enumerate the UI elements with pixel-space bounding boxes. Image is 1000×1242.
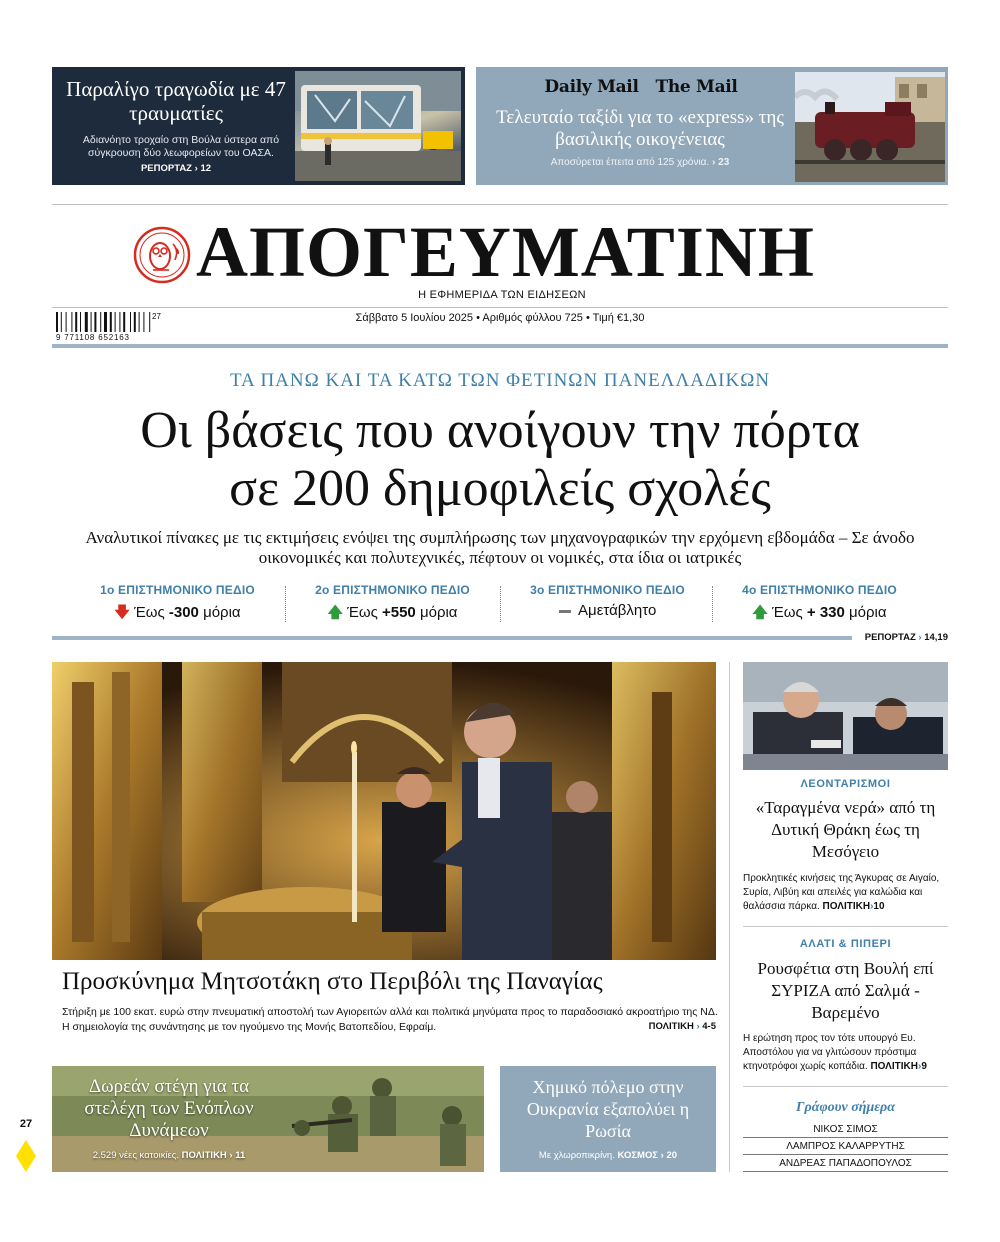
field-value [285,602,500,627]
field-number: +550 [381,604,416,621]
field-2 [285,583,500,627]
teaser-royal-train-title: Τελευταίο ταξίδι για το «express» της βασιλικής οικογένειας [496,107,784,150]
photo-story-text: Στήριξη με 100 εκατ. ευρώ στην πνευματική αποστολή των Αγιορειτών αλλά και πολιτικά μηνύματα προς το παραδοσιακό ακροατήριο της ΝΔ. Η σημειολογία της συνάντησης με τον ηγούμενο της Μονής Βατοπεδίου, Εφραίμ. [62,1006,718,1033]
field-label: 2ο ΕΠΙΣΤΗΜΟΝΙΚΟ ΠΕΔΙΟ [315,583,470,597]
ref-page: 10 [873,901,885,912]
subtitle-text: 2.529 νέες κατοικίες. [92,1150,180,1161]
masthead-title: ΑΠΟΓΕΥΜΑΤΙΝΗ [196,212,815,292]
field-number: + 330 [806,604,845,621]
the-mail-logo: The Mail [655,77,738,97]
teaser-ukraine-subtitle: Με χλωροπικρίνη. ΚΟΣΜΟΣ › 20 [538,1150,678,1161]
ref-page: 9 [921,1061,927,1072]
erdogan-photo [743,662,948,770]
divider [743,1086,948,1087]
divider [743,926,948,927]
arrow-up-icon: 🡅 [752,604,768,621]
teaser-accident[interactable] [52,67,465,185]
teaser-accident-subtitle: Αδιανόητο τροχαίο στη Βούλα ύστερα από σύγκρουση δύο λεωφορείων του ΟΑΣΑ. [82,134,280,159]
section-rule [52,636,852,640]
ref-arrow-icon: › [712,157,716,168]
ref-page: 14,19 [924,632,948,643]
teaser-ukraine-title: Χημικό πόλεμο στην Ουκρανία εξαπολύει η Ρωσία [526,1077,690,1141]
sidebar-kicker-1: ΛΕΟΝΤΑΡΙΣΜΟΙ [800,778,891,790]
columnist-name[interactable]: ΝΙΚΟΣ ΣΙΜΟΣ [743,1124,948,1138]
royal-train-photo [795,72,945,182]
barcode-issue: 27 [152,312,161,321]
ref-arrow-icon: › [870,901,874,912]
barcode-bar [61,312,62,332]
lead-headline-line2: σε 200 δημοφιλείς σχολές [229,460,771,517]
ref-arrow-icon: › [696,1021,700,1032]
field-number: Αμετάβλητο [578,602,657,619]
sidebar-text-1 [743,872,948,914]
barcode-bar [104,312,107,332]
sidebar-text-2 [743,1032,948,1074]
column-divider [729,662,730,1172]
barcode-bar [110,312,112,332]
barcode-bar [139,312,140,332]
page-number: 27 [19,1118,33,1130]
field-value [70,602,285,627]
teaser-military-housing[interactable] [52,1066,484,1172]
ref-page: 23 [718,157,730,168]
ref-section: ΡΕΠΟΡΤΑΖ [140,163,192,174]
barcode-bar [91,312,92,332]
barcode-bar [100,312,101,332]
photo-story-title[interactable]: Προσκύνημα Μητσοτάκη στο Περιβόλι της Παναγίας [62,968,603,995]
barcode-bar [130,312,131,332]
field-3 [500,583,715,619]
lead-ref[interactable] [750,632,948,643]
daily-mail-logo: Daily Mail [544,77,639,97]
ref-arrow-icon: › [917,1061,922,1072]
barcode-bar [115,312,116,332]
ref-page: 20 [666,1150,678,1161]
ref-section: ΠΟΛΙΤΙΚΗ [822,901,871,912]
teaser-military-housing-title: Δωρεάν στέγη για τα στελέχη των Ενόπλων Δυνάμεων [84,1076,254,1141]
teaser-military-housing-subtitle: 2.529 νέες κατοικίες. ΠΟΛΙΤΙΚΗ › 11 [92,1150,246,1161]
teaser-accident-title: Παραλίγο τραγωδία με 47 τραυματίες [66,77,286,125]
barcode-bar [149,312,150,332]
teaser-accident-ref [62,163,290,174]
subtitle-text: Με χλωροπικρίνη. [538,1150,615,1161]
ref-page: 12 [200,163,212,174]
ref-page: 4-5 [702,1021,716,1032]
lead-deck: Αναλυτικοί πίνακες με τις εκτιμήσεις ενόψει της συμπλήρωσης των μηχανογραφικών την ερχόμενη εβδομάδα – Σε άνοδο οικονομικές και πολυτεχνικές, πέφτουν οι νομικές, στα ίδια οι ιατρικές [85,528,915,567]
bus-crash-photo [295,71,461,181]
field-suffix: μόρια [203,604,241,621]
barcode-bar [119,312,120,332]
lead-headline-line1: Οι βάσεις που ανοίγουν την πόρτα [140,402,860,459]
barcode-bar [85,312,88,332]
sidebar-title-1[interactable]: «Ταραγμένα νερά» από τη Δυτική Θράκη έως τη Μεσόγειο [755,798,936,861]
ref-page: 11 [235,1150,246,1161]
field-label: 4ο ΕΠΙΣΤΗΜΟΝΙΚΟ ΠΕΔΙΟ [742,583,897,597]
barcode-bar [94,312,96,332]
dateline: Σάββατο 5 Ιουλίου 2025 • Αριθμός φύλλου 725 • Τιμή €1,30 [355,312,645,324]
barcode-bar [71,312,72,332]
field-prefix: Έως [133,604,165,621]
teaser-ukraine[interactable] [500,1066,716,1172]
field-number: -300 [168,604,199,621]
sidebar-ref-1[interactable] [823,901,885,912]
barcode-bar [66,312,67,332]
teaser-royal-train[interactable] [476,67,948,185]
barcode-bar [134,312,136,332]
barcode-number: 9 771108 652163 [56,333,130,342]
arrow-down-icon: 🡇 [114,604,130,621]
flat-dash-icon [559,610,571,613]
teaser-royal-train-subtitle [484,157,796,168]
field-1 [70,583,285,627]
field-prefix: Έως [772,604,803,621]
sidebar-text-2-body: Η ερώτηση προς τον τότε υπουργό Ευ. Αποστόλου για να γλιτώσουν πρόστιμα κτηνοτρόφοι χωρίς κοπάδια. [743,1033,917,1072]
ref-section: ΚΟΣΜΟΣ [617,1150,659,1161]
ref-section: ΠΟΛΙΤΙΚΗ [648,1021,694,1032]
field-label: 1ο ΕΠΙΣΤΗΜΟΝΙΚΟ ΠΕΔΙΟ [100,583,255,597]
barcode-bar [56,312,58,332]
sidebar-text-1-body: Προκλητικές κινήσεις της Άγκυρας σε Αιγαίο, Συρία, Λιβύη και απειλές για καλώδια και θαλάσσια πάρκα. [743,873,940,912]
field-prefix: Έως [347,604,378,621]
barcode-bar [80,312,81,332]
divider [52,307,948,308]
barcode-bar [75,312,77,332]
diamond-marker-icon [16,1140,36,1172]
sidebar-kicker-2: ΑΛΑΤΙ & ΠΙΠΕΡΙ [799,938,892,950]
columnist-name[interactable]: ΑΝΔΡΕΑΣ ΠΑΠΑΔΟΠΟΥΛΟΣ [743,1158,948,1172]
sidebar-ref-2[interactable] [870,1061,926,1072]
columnist-name[interactable]: ΛΑΜΠΡΟΣ ΚΑΛΑΡΡΥΤΗΣ [743,1141,948,1155]
field-value [500,602,715,619]
lead-kicker: ΤΑ ΠΑΝΩ ΚΑΙ ΤΑ ΚΑΤΩ ΤΩΝ ΦΕΤΙΝΩΝ ΠΑΝΕΛΛΑΔΙΚΩΝ [229,370,771,391]
teaser-royal-train-subtitle-text: Αποσύρεται έπειτα από 125 χρόνια. [550,157,710,168]
sidebar-title-2[interactable]: Ρουσφέτια στη Βουλή επί ΣΥΡΙΖΑ από Σαλμά - Βαρεμένο [757,959,934,1022]
field-4 [712,583,927,627]
columnists-heading: Γράφουν σήμερα [796,1100,895,1115]
partner-logos [516,77,766,97]
masthead-tagline: Η ΕΦΗΜΕΡΙΔΑ ΤΩΝ ΕΙΔΗΣΕΩΝ [418,289,586,301]
divider [52,204,948,205]
section-rule [52,344,948,348]
barcode-bar [143,312,144,332]
arrow-up-icon: 🡅 [327,604,343,621]
ref-arrow-icon: › [194,163,198,174]
monastery-photo [52,662,716,960]
ref-section: ΠΟΛΙΤΙΚΗ [870,1061,918,1072]
field-suffix: μόρια [419,604,458,621]
ref-arrow-icon: › [918,632,922,643]
barcode-bar [123,312,125,332]
lead-headline[interactable] [52,402,948,518]
ref-section: ΡΕΠΟΡΤΑΖ [864,632,916,643]
ref-section: ΠΟΛΙΤΙΚΗ [181,1150,227,1161]
field-label: 3ο ΕΠΙΣΤΗΜΟΝΙΚΟ ΠΕΔΙΟ [530,583,685,597]
field-value [712,602,927,627]
owl-coin-logo-icon [133,226,191,284]
field-suffix: μόρια [849,604,887,621]
photo-story-ref[interactable] [560,1021,716,1032]
